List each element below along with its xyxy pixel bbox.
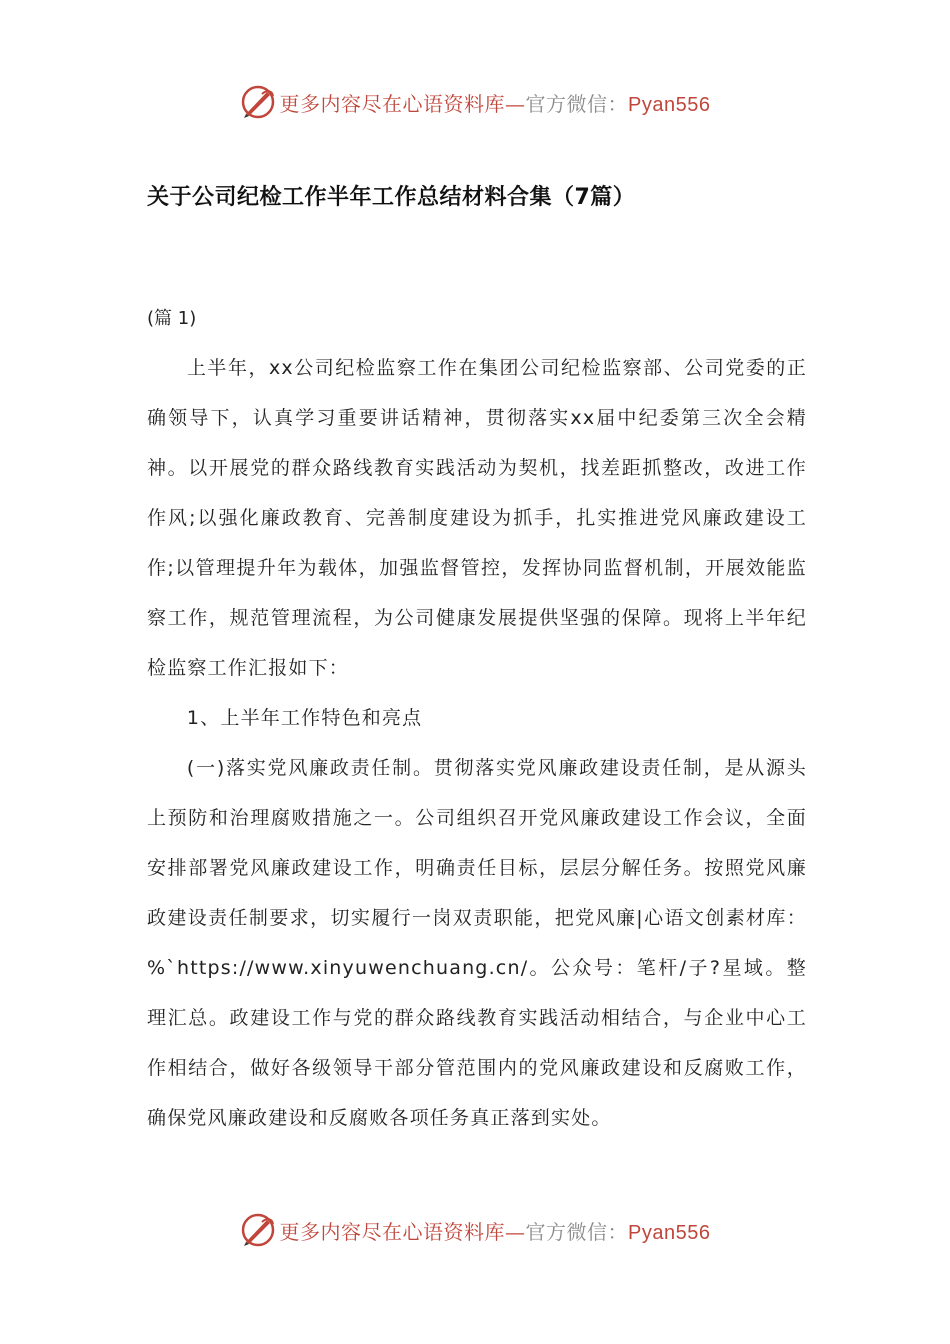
paragraph-heading-1: 1、上半年工作特色和亮点 — [186, 707, 423, 729]
banner-label: 官方微信： — [525, 91, 629, 116]
paragraph-item-1: (一)落实党风廉政责任制。贯彻落实党风廉政建设责任制，是从源头上预防和治理腐败措施之一。公司组织召开党风廉政建设工作会议，全面安排部署党风廉政建设工作，明确责任目标，层层分解任务。按照党风廉政建设责任制要求，切实履行一岗双责职能，把党风廉|心语文创素材库：%`https://www.xinyuwenchuang.cn/。公众号：笔杆/子?星域。整理汇总。政建设工作与党的群众路线教育实践活动相结合，与企业中心工作相结合，做好各级领导干部分管范围内的党风廉政建设和反腐败工作，确保党风廉政建设和反腐败各项任务真正落到实处。 — [147, 757, 807, 1129]
pen-logo-icon — [240, 1212, 276, 1248]
banner-text — [280, 1216, 711, 1245]
banner-dash: — — [505, 91, 526, 116]
section-label: (篇 1) — [147, 308, 197, 329]
paragraph-intro: 上半年，xx公司纪检监察工作在集团公司纪检监察部、公司党委的正确领导下，认真学习重要讲话精神，贯彻落实xx届中纪委第三次全会精神。以开展党的群众路线教育实践活动为契机，找差距抓整改，改进工作作风;以强化廉政教育、完善制度建设为抓手，扎实推进党风廉政建设工作;以管理提升年为载体，加强监督管控，发挥协同监督机制，开展效能监察工作，规范管理流程，为公司健康发展提供坚强的保障。现将上半年纪检监察工作汇报如下： — [147, 357, 807, 679]
document-body — [147, 343, 807, 1143]
banner-text — [280, 88, 711, 117]
banner-main-text: 更多内容尽在心语资料库 — [279, 1219, 506, 1244]
footer-banner — [0, 1210, 950, 1250]
document-title: 关于公司纪检工作半年工作总结材料合集（7篇） — [147, 185, 636, 210]
banner-dash: — — [505, 1219, 526, 1244]
pen-logo-icon — [240, 84, 276, 120]
banner-label: 官方微信： — [525, 1219, 629, 1244]
header-banner — [0, 82, 950, 122]
banner-wechat-id: Pyan556 — [628, 93, 711, 116]
banner-main-text: 更多内容尽在心语资料库 — [279, 91, 506, 116]
banner-wechat-id: Pyan556 — [628, 1221, 711, 1244]
